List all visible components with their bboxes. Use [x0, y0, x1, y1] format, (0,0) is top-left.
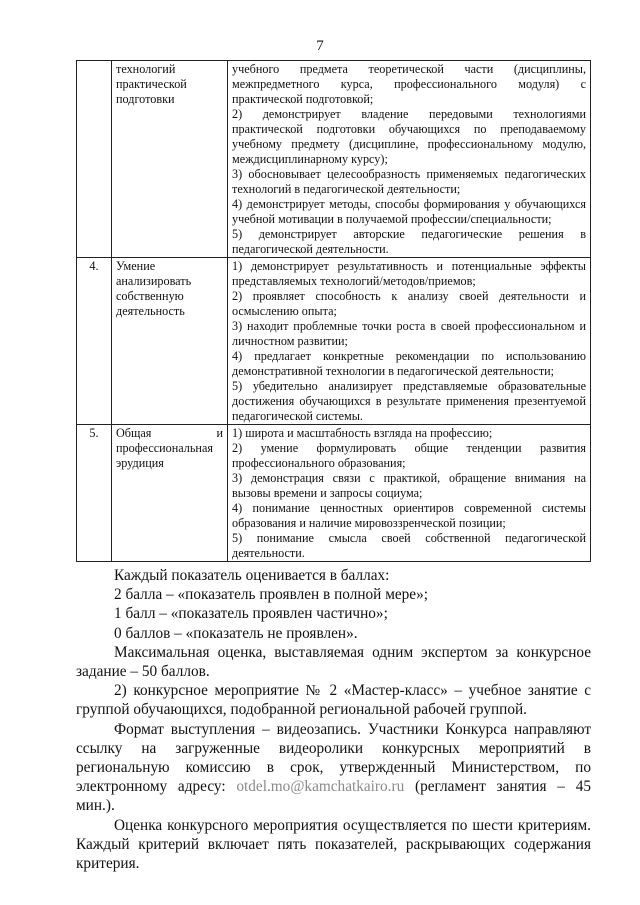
indicator: 5) демонстрирует авторские педагогические решения в педагогической деятельности.	[232, 227, 586, 256]
indicator: 2) проявляет способность к анализу своей деятельности и осмыслению опыта;	[232, 289, 586, 318]
indicator: 1) демонстрирует результативность и потенциальные эффекты представляемых технологий/методов/приемов;	[232, 259, 586, 288]
criterion-name-first: Общая и	[116, 426, 223, 440]
indicator: 5) убедительно анализирует представляемые образовательные достижения обучающихся в результате применения презентуемой педагогической системы.	[232, 379, 586, 423]
row-number: 5.	[77, 425, 112, 562]
paragraph-max-score: Максимальная оценка, выставляемая одним экспертом за конкурсное задание – 50 баллов.	[76, 643, 591, 681]
criterion-indicators	[228, 425, 591, 562]
paragraph-format	[76, 720, 591, 816]
table-row	[77, 425, 591, 562]
paragraph-score-1: 1 балл – «показатель проявлен частично»;	[114, 605, 388, 623]
indicator: 5) понимание смысла своей собственной педагогической деятельности.	[232, 531, 586, 560]
table-row	[77, 61, 591, 258]
row-number	[77, 61, 112, 258]
indicator: 3) демонстрация связи с практикой, обращение внимания на вызовы времени и запросы социума;	[232, 471, 586, 500]
paragraph-scoring-intro: Каждый показатель оценивается в баллах:	[114, 567, 390, 584]
criterion-indicators	[228, 258, 591, 425]
criterion-name	[112, 425, 228, 562]
email-link[interactable]: otdel.mo@kamchatkairo.ru	[236, 778, 405, 796]
paragraph-evaluation: Оценка конкурсного мероприятия осуществляется по шести критериям. Каждый критерий включает пять показателей, раскрывающих содержания критерия.	[76, 816, 591, 873]
criteria-table	[76, 60, 591, 562]
indicator: учебного предмета теоретической части (дисциплины, межпредметного курса, профессионального модуля) с практической подготовкой;	[232, 62, 586, 106]
indicator: 2) демонстрирует владение передовыми технологиями практической подготовки обучающихся по преподаваемому учебному предмету (дисциплине, профессиональному модулю, междисциплинарному курсу);	[232, 107, 586, 166]
criterion-name-rest: профессиональная эрудиция	[116, 441, 213, 470]
indicator: 2) умение формулировать общие тенденции развития профессионального образования;	[232, 441, 586, 470]
indicator: 3) обосновывает целесообразность применяемых педагогических технологий в педагогической деятельности;	[232, 167, 586, 196]
criterion-name: технологий практической подготовки	[112, 61, 228, 258]
page-number: 7	[316, 38, 324, 54]
format-tail: (регламент занятия – 45 мин.).	[76, 778, 591, 815]
criterion-name: Умение анализировать собственную деятельность	[112, 258, 228, 425]
paragraph-event-2: 2) конкурсное мероприятие № 2 «Мастер-класс» – учебное занятие с группой обучающихся, подобранной региональной рабочей группой.	[76, 682, 591, 719]
indicator: 4) предлагает конкретные рекомендации по использованию демонстративной технологии в педагогической деятельности;	[232, 349, 586, 378]
indicator: 3) находит проблемные точки роста в своей профессиональном и личностном развитии;	[232, 319, 586, 348]
format-text: Формат выступления – видеозапись. Участники Конкурса направляют ссылку на загруженные видеоролики конкурсных мероприятий в региональную комиссию в срок, утвержденный Министерством, по электронному адресу:	[76, 720, 591, 796]
row-number: 4.	[77, 258, 112, 425]
indicator: 1) широта и масштабность взгляда на профессию;	[232, 426, 493, 440]
body-text	[76, 566, 591, 873]
paragraph-score-0: 0 баллов – «показатель не проявлен».	[114, 624, 358, 642]
paragraph-score-2: 2 балла – «показатель проявлен в полной мере»;	[114, 586, 428, 604]
table-row	[77, 258, 591, 425]
indicator: 4) демонстрирует методы, способы формирования у обучающихся учебной мотивации в получаемой профессии/специальности;	[232, 197, 586, 226]
indicator: 4) понимание ценностных ориентиров современной системы образования и наличие мировоззренческой позиции;	[232, 501, 586, 530]
criterion-indicators	[228, 61, 591, 258]
